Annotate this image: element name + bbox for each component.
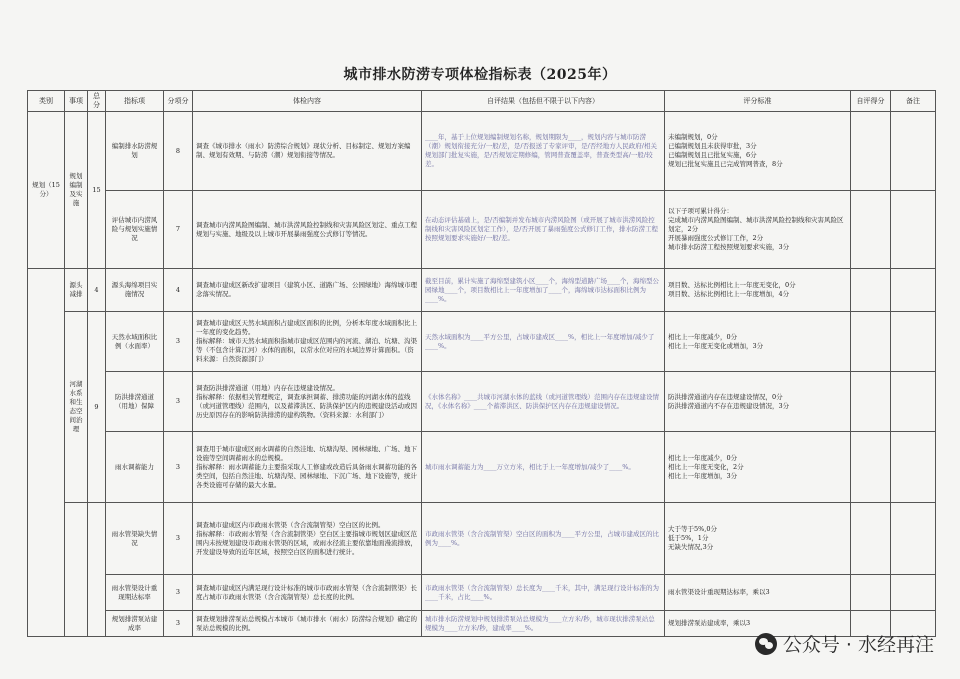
header-criteria: 评分标准 [665, 91, 851, 112]
content-cell: 调查《城市排水（雨水）防涝综合规划》现状分析、目标制定、规划方案编制、规划有效期、与防涝（潮）规划衔接等情况。 [193, 112, 422, 191]
table-row [28, 112, 936, 191]
watermark-text: 公众号 · 水经再注 [782, 634, 934, 656]
self-score-cell[interactable] [851, 191, 891, 269]
header-indicator: 指标项 [106, 91, 164, 112]
result-cell: 截至目前，累计实施了海绵型建筑小区____个，海绵型道路广场____个，海绵型公园绿地____个，项目数相比上一年度增加了____个，海绵城市达标面积比例为____%。 [422, 269, 665, 312]
content-cell: 调查城市建成区天然水域面积占建成区面积的比例，分析本年度水域面积比上一年度的变化趋势。 指标解释：城市天然水域面积指城市建成区范围内的河流、湖泊、坑塘、沟渠等（不包含计算江河）水体的面积，以常水位对应的水域边界计算面积。（资料来源：自然资源部门） [193, 312, 422, 372]
header-score: 分项分 [164, 91, 193, 112]
self-score-cell[interactable] [851, 372, 891, 432]
content-cell: 调查城市建成区内市政雨水管渠（含合流制管渠）空白区的比例。 指标解释：市政雨水管渠（含合流制管渠）空白区主要指城市规划区建成区范围内未按规划建设市政雨水管渠的区域，或雨水径流主要依靠地面漫流排放，开发建设导致的近年区域，按照空白区的面积进行统计。 [193, 503, 422, 575]
criteria-cell: 相比上一年度减少，0分 相比上一年度无变化或增加，3分 [665, 312, 851, 372]
indicator-cell: 评估城市内涝风险与规划实施情况 [106, 191, 164, 269]
remark-cell[interactable] [891, 372, 936, 432]
self-score-cell[interactable] [851, 269, 891, 312]
score-cell: 3 [164, 575, 193, 611]
table-row [28, 269, 936, 312]
table-row [28, 432, 936, 503]
result-cell: 在动态评估基础上，是/否编制并发布城市内涝风险图（或开展了城市洪涝风险控制线和灾害风险区划定工作），是/否开展了暴雨强度公式修订工作，排水防涝工程按照规划要求实施好/一般/差。 [422, 191, 665, 269]
indicator-cell: 雨水调蓄能力 [106, 432, 164, 503]
content-cell: 调查城市建成区内满足现行设计标准的城市市政雨水管渠（含合流制管渠）长度占城市市政雨水管渠（含合流制管渠）总长度的比例。 [193, 575, 422, 611]
result-cell: ____年，基于上位规划编制规划名称，规划期限为____，规划内容与城市防涝（潮）规划衔接充分/一般/差，是/否报送了专家评审，是/否经地方人民政府/相关规划部门批复实施，是/否规划定期修编，管网普查覆盖率，普查类型高/一般/较差。 [422, 112, 665, 191]
remark-cell[interactable] [891, 191, 936, 269]
page-title: 城市排水防涝专项体检指标表（2025年） [343, 67, 617, 83]
header-self-score: 自评得分 [851, 91, 891, 112]
remark-cell[interactable] [891, 112, 936, 191]
content-cell: 调查城市内涝风险图编制、城市洪涝风险控制线和灾害风险区划定、重点工程规划与实施、地级及以上城市开展暴雨强度公式修订等情况。 [193, 191, 422, 269]
wechat-icon [755, 633, 777, 655]
self-score-cell[interactable] [851, 312, 891, 372]
score-cell: 3 [164, 312, 193, 372]
item-cell: 规划编制及实施 [65, 112, 88, 269]
category-cell: 规划（15分） [28, 112, 65, 269]
total-cell: 15 [88, 112, 106, 269]
result-cell: 市政雨水管渠（含合流制管渠）空白区的面积为____平方公里，占城市建成区的比例为____%。 [422, 503, 665, 575]
self-score-cell[interactable] [851, 432, 891, 503]
indicator-cell: 防洪排涝通道（用地）保障 [106, 372, 164, 432]
header-content: 体检内容 [193, 91, 422, 112]
total-cell: 9 [88, 312, 106, 503]
table-row [28, 372, 936, 432]
item-cell: 河湖水系和生态空间治理 [65, 312, 88, 503]
watermark [755, 630, 934, 657]
table-header-row [28, 91, 936, 112]
remark-cell[interactable] [891, 575, 936, 611]
table-row [28, 575, 936, 611]
content-cell: 调查防洪排涝通道（用地）内存在违规建设情况。 指标解释：依据相关管理规定，调查承担调蓄、排涝功能的河湖水体的蓝线（或河道管理线）范围内，以及蓄滞洪区、防洪保护区内的违规建设活动或因历史原因存在的影响防洪排涝的建构筑物。（资料来源：水利部门） [193, 372, 422, 432]
indicator-table [27, 90, 936, 637]
remark-cell[interactable] [891, 312, 936, 372]
item-cell: 源头减排 [65, 269, 88, 312]
indicator-cell: 天然水域面积比例（水面率） [106, 312, 164, 372]
item-cell-empty [65, 503, 88, 637]
criteria-cell: 相比上一年度减少，0分 相比上一年度无变化，2分 相比上一年度增加，3分 [665, 432, 851, 503]
score-cell: 7 [164, 191, 193, 269]
criteria-cell: 以下子项可累计得分： 完成城市内涝风险图编制、城市洪涝风险控制线和灾害风险区划定，2分 开展暴雨强度公式修订工作，2分 城市排水防涝工程按照规划要求实施，3分 [665, 191, 851, 269]
result-cell: 城市雨水调蓄能力为____万立方米，相比于上一年度增加/减少了____%。 [422, 432, 665, 503]
criteria-cell: 规划排涝泵站建成率，乘以3 [665, 611, 851, 637]
remark-cell[interactable] [891, 432, 936, 503]
header-category: 类别 [28, 91, 65, 112]
result-cell: 市政雨水管渠（含合流制管渠）总长度为____千米，其中，满足现行设计标准的为____千米，占比____%。 [422, 575, 665, 611]
indicator-cell: 规划排涝泵站建成率 [106, 611, 164, 637]
category-cell-empty [28, 269, 65, 637]
indicator-cell: 雨水管渠设计重现期达标率 [106, 575, 164, 611]
indicator-cell: 雨水管渠缺失情况 [106, 503, 164, 575]
indicator-cell: 编制排水防涝规划 [106, 112, 164, 191]
header-result: 自评结果（包括但不限于以下内容） [422, 91, 665, 112]
score-cell: 4 [164, 269, 193, 312]
result-cell: 城市排水防涝规划中规划排涝泵站总规模为____立方米/秒，城市现状排涝泵站总规模为____立方米/秒，建成率____%。 [422, 611, 665, 637]
header-remark: 备注 [891, 91, 936, 112]
content-cell: 调查城市建成区新改扩建项目（建筑小区、道路广场、公园绿地）海绵城市理念落实情况。 [193, 269, 422, 312]
result-cell: 《水体名称》____共城市河湖水体的蓝线（或河道管理线）范围内存在违规建设情况，《水体名称》____个蓄滞洪区、防洪保护区内存在违规建设情况。 [422, 372, 665, 432]
total-cell-empty [88, 503, 106, 637]
criteria-cell: 大于等于5%,0分 低于5%，1分 无缺失情况,3分 [665, 503, 851, 575]
content-cell: 调查用于城市建成区雨水调蓄的自然洼地、坑塘沟渠、园林绿地、广场、地下设施等空间调蓄雨水的总规模。 指标解释：雨水调蓄能力主要指采取人工修建或改造后具备雨水调蓄功能的各类空间，包括自然洼地、坑塘沟渠、园林绿地、下沉广场、地下设施等，统计各类设施可存储的最大水量。 [193, 432, 422, 503]
self-score-cell[interactable] [851, 503, 891, 575]
table-row [28, 191, 936, 269]
self-score-cell[interactable] [851, 112, 891, 191]
criteria-cell: 项目数、达标比例相比上一年度无变化，0分 项目数、达标比例相比上一年度增加，4分 [665, 269, 851, 312]
criteria-cell: 防洪排涝通道内存在违规建设情况，0分 防洪排涝通道内不存在违规建设情况，3分 [665, 372, 851, 432]
score-cell: 3 [164, 372, 193, 432]
remark-cell[interactable] [891, 503, 936, 575]
total-cell: 4 [88, 269, 106, 312]
criteria-cell: 雨水管渠设计重现期达标率，乘以3 [665, 575, 851, 611]
header-item: 事项 [65, 91, 88, 112]
score-cell: 3 [164, 432, 193, 503]
table-row [28, 312, 936, 372]
remark-cell[interactable] [891, 269, 936, 312]
criteria-cell: 未编制规划，0分 已编制规划且未获得审批，3分 已编制规划且已批复实施，6分 规划已批复实施且已完成管网普查，8分 [665, 112, 851, 191]
header-total: 总分 [88, 91, 106, 112]
score-cell: 3 [164, 503, 193, 575]
score-cell: 8 [164, 112, 193, 191]
indicator-cell: 源头海绵项目实施情况 [106, 269, 164, 312]
content-cell: 调查规划排涝泵站总规模占本城市《城市排水（雨水）防涝综合规划》确定的泵站总规模的比例。 [193, 611, 422, 637]
result-cell: 天然水域面积为____平方公里，占城市建成区____%，相比上一年度增加/减少了____%。 [422, 312, 665, 372]
self-score-cell[interactable] [851, 575, 891, 611]
score-cell: 3 [164, 611, 193, 637]
table-row [28, 503, 936, 575]
